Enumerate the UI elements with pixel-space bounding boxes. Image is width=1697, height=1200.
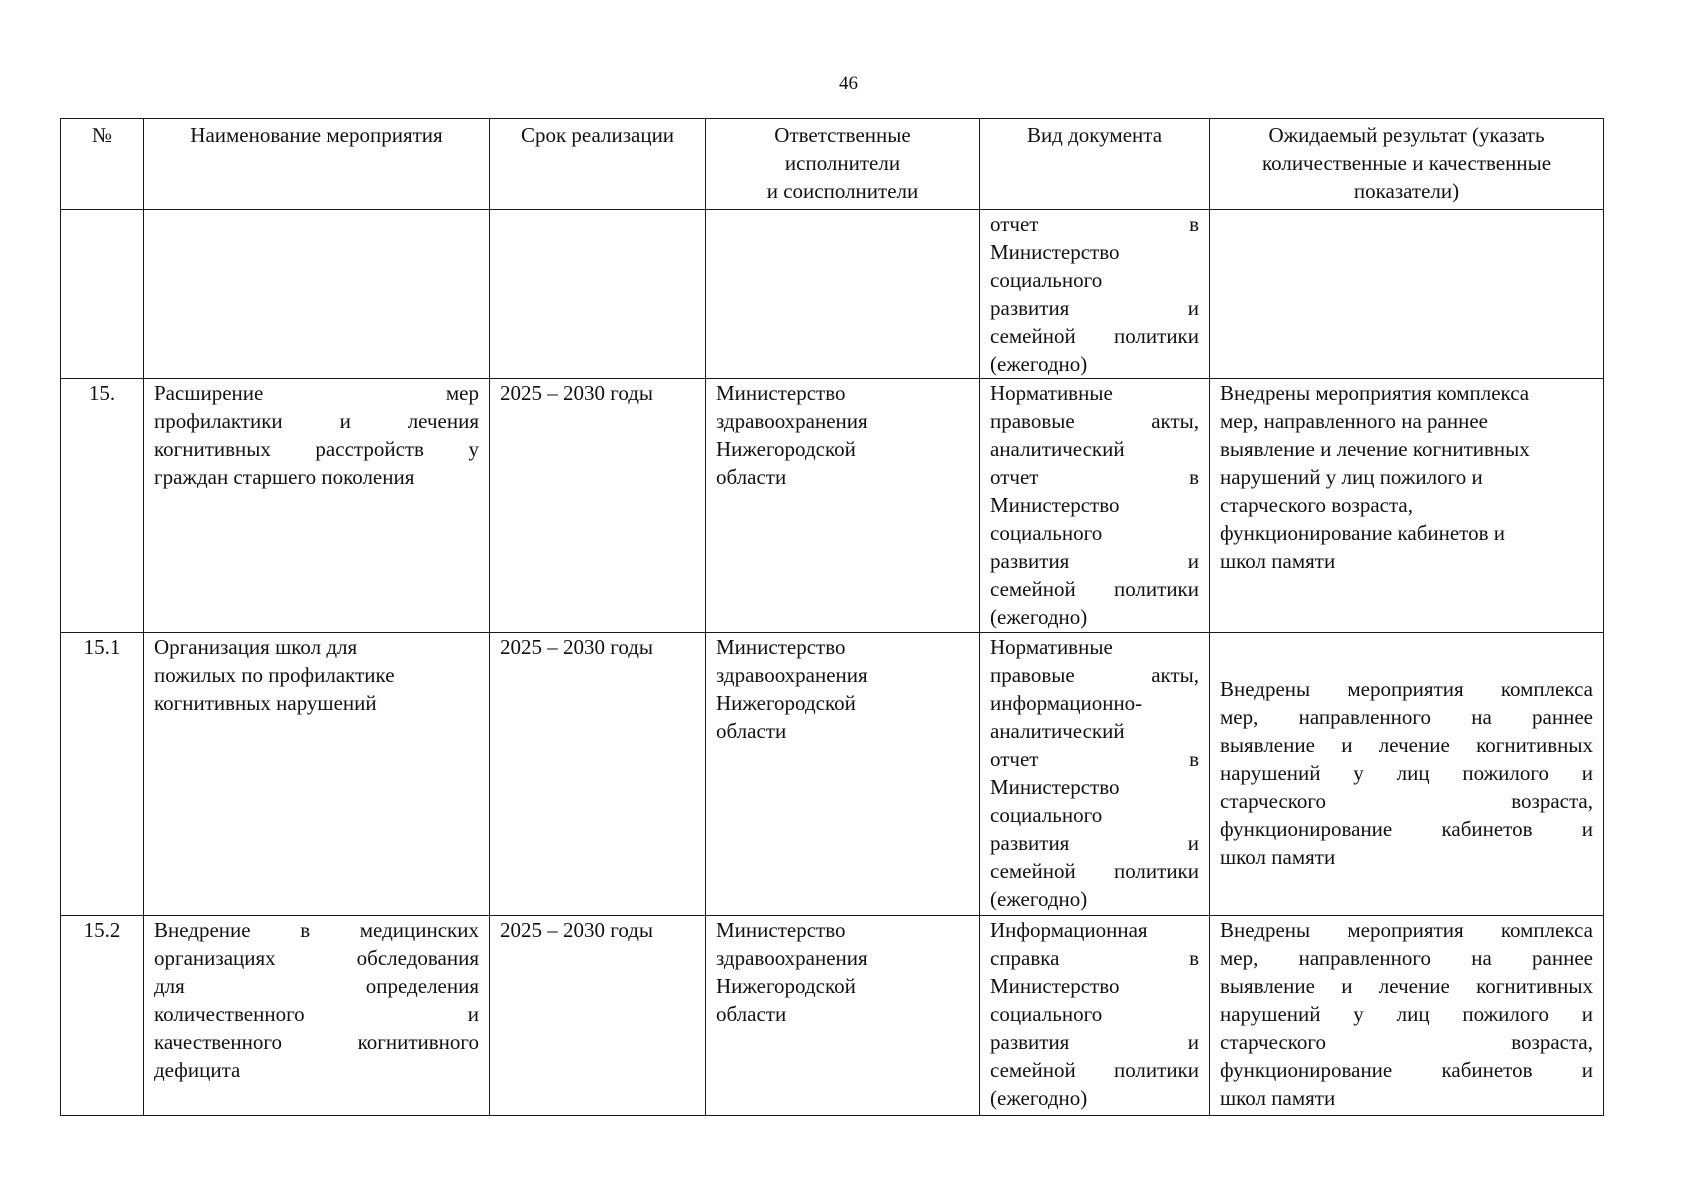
- measures-table: [60, 118, 1604, 1116]
- doc-line: Министерство: [990, 240, 1120, 264]
- doc-line: Министерство: [990, 974, 1120, 998]
- row-responsible: [706, 633, 980, 916]
- doc-line: Информационная: [990, 918, 1148, 942]
- table-row: [61, 916, 1604, 1116]
- result-line: мер, направленного на раннее: [1220, 946, 1593, 970]
- result-line: старческого возраста,: [1220, 789, 1593, 813]
- result-line: выявление и лечение когнитивных: [1220, 974, 1593, 998]
- name-line: пожилых по профилактике: [154, 663, 395, 687]
- doc-line: социального: [990, 803, 1103, 827]
- row-num: 15.1: [61, 633, 144, 916]
- header-responsible-line: и соисполнители: [766, 179, 919, 203]
- row-period: 2025 – 2030 годы: [490, 916, 706, 1116]
- table-header-row: [61, 119, 1604, 210]
- row-doc-type: [980, 633, 1210, 916]
- row-doc-type: [980, 379, 1210, 633]
- row-responsible: [706, 916, 980, 1116]
- result-line: выявление и лечение когнитивных: [1220, 733, 1593, 757]
- result-line: функционирование кабинетов и: [1220, 817, 1593, 841]
- doc-line: Министерство: [990, 493, 1120, 517]
- responsible-line: Нижегородской: [716, 974, 856, 998]
- responsible-line: области: [716, 465, 787, 489]
- responsible-line: области: [716, 719, 787, 743]
- doc-line: семейной политики: [990, 859, 1199, 883]
- doc-line: развития и: [990, 1030, 1199, 1054]
- doc-line: (ежегодно): [990, 605, 1088, 629]
- header-name: Наименование мероприятия: [144, 119, 490, 210]
- row-doc-type: [980, 210, 1210, 379]
- row-name: [144, 633, 490, 916]
- doc-line: семейной политики: [990, 1058, 1199, 1082]
- doc-line: справка в: [990, 946, 1199, 970]
- result-line: нарушений у лиц пожилого и: [1220, 1002, 1593, 1026]
- doc-line: развития и: [990, 831, 1199, 855]
- header-responsible-line: исполнители: [784, 151, 901, 175]
- row-name: [144, 210, 490, 379]
- result-line: мер, направленного на раннее: [1220, 409, 1488, 433]
- responsible-line: здравоохранения: [716, 409, 868, 433]
- row-name: [144, 916, 490, 1116]
- result-line: школ памяти: [1220, 1086, 1336, 1110]
- result-line: Внедрены мероприятия комплекса: [1220, 677, 1593, 701]
- name-line: граждан старшего поколения: [154, 465, 415, 489]
- header-num: №: [61, 119, 144, 210]
- result-line: нарушений у лиц пожилого и: [1220, 465, 1483, 489]
- name-line: качественного когнитивного: [154, 1030, 479, 1054]
- doc-line: отчет в: [990, 747, 1199, 771]
- doc-line: Нормативные: [990, 635, 1113, 659]
- responsible-line: Министерство: [716, 635, 846, 659]
- responsible-line: здравоохранения: [716, 663, 868, 687]
- result-line: школ памяти: [1220, 549, 1336, 573]
- row-doc-type: [980, 916, 1210, 1116]
- doc-line: правовые акты,: [990, 409, 1199, 433]
- doc-line: отчет в: [990, 465, 1199, 489]
- result-line: Внедрены мероприятия комплекса: [1220, 381, 1530, 405]
- name-line: дефицита: [154, 1058, 241, 1082]
- responsible-line: Министерство: [716, 381, 846, 405]
- header-period: Срок реализации: [490, 119, 706, 210]
- name-line: когнитивных расстройств у: [154, 437, 479, 461]
- name-line: количественного и: [154, 1002, 479, 1026]
- result-line: старческого возраста,: [1220, 493, 1413, 517]
- row-result: [1210, 210, 1604, 379]
- doc-line: развития и: [990, 296, 1199, 320]
- doc-line: Министерство: [990, 775, 1120, 799]
- result-line: школ памяти: [1220, 845, 1336, 869]
- header-doc-type: Вид документа: [980, 119, 1210, 210]
- result-line: Внедрены мероприятия комплекса: [1220, 918, 1593, 942]
- row-num: 15.: [61, 379, 144, 633]
- result-line: выявление и лечение когнитивных: [1220, 437, 1530, 461]
- row-name: [144, 379, 490, 633]
- responsible-line: Нижегородской: [716, 691, 856, 715]
- header-result: Ожидаемый результат (указать количественные и качественные показатели): [1210, 119, 1604, 210]
- name-line: организациях обследования: [154, 946, 479, 970]
- table-row: [61, 210, 1604, 379]
- doc-line: семейной политики: [990, 324, 1199, 348]
- row-responsible: [706, 379, 980, 633]
- doc-line: социального: [990, 521, 1103, 545]
- result-line: нарушений у лиц пожилого и: [1220, 761, 1593, 785]
- doc-line: правовые акты,: [990, 663, 1199, 687]
- responsible-line: Министерство: [716, 918, 846, 942]
- responsible-line: здравоохранения: [716, 946, 868, 970]
- header-responsible: [706, 119, 980, 210]
- doc-line: (ежегодно): [990, 352, 1088, 376]
- doc-line: Нормативные: [990, 381, 1113, 405]
- name-line: когнитивных нарушений: [154, 691, 377, 715]
- row-num: 15.2: [61, 916, 144, 1116]
- page-number: 46: [839, 73, 858, 94]
- row-num: [61, 210, 144, 379]
- doc-line: (ежегодно): [990, 887, 1088, 911]
- header-responsible-line: Ответственные: [774, 123, 911, 147]
- doc-line: социального: [990, 1002, 1103, 1026]
- row-result: [1210, 916, 1604, 1116]
- row-period: [490, 210, 706, 379]
- row-result: [1210, 379, 1604, 633]
- row-responsible: [706, 210, 980, 379]
- row-period: 2025 – 2030 годы: [490, 633, 706, 916]
- table-row: [61, 633, 1604, 916]
- row-period: 2025 – 2030 годы: [490, 379, 706, 633]
- doc-line: (ежегодно): [990, 1086, 1088, 1110]
- responsible-line: области: [716, 1002, 787, 1026]
- doc-line: семейной политики: [990, 577, 1199, 601]
- doc-line: аналитический: [990, 719, 1125, 743]
- name-line: Внедрение в медицинских: [154, 918, 479, 942]
- table-row: [61, 379, 1604, 633]
- doc-line: информационно-: [990, 691, 1143, 715]
- doc-line: аналитический: [990, 437, 1125, 461]
- result-line: функционирование кабинетов и: [1220, 1058, 1593, 1082]
- name-line: профилактики и лечения: [154, 409, 479, 433]
- row-result: [1210, 633, 1604, 916]
- name-line: для определения: [154, 974, 479, 998]
- result-line: старческого возраста,: [1220, 1030, 1593, 1054]
- doc-line: отчет в: [990, 212, 1199, 236]
- doc-line: развития и: [990, 549, 1199, 573]
- name-line: Организация школ для: [154, 635, 358, 659]
- name-line: Расширение мер: [154, 381, 479, 405]
- responsible-line: Нижегородской: [716, 437, 856, 461]
- result-line: мер, направленного на раннее: [1220, 705, 1593, 729]
- result-line: функционирование кабинетов и: [1220, 521, 1505, 545]
- doc-line: социального: [990, 268, 1103, 292]
